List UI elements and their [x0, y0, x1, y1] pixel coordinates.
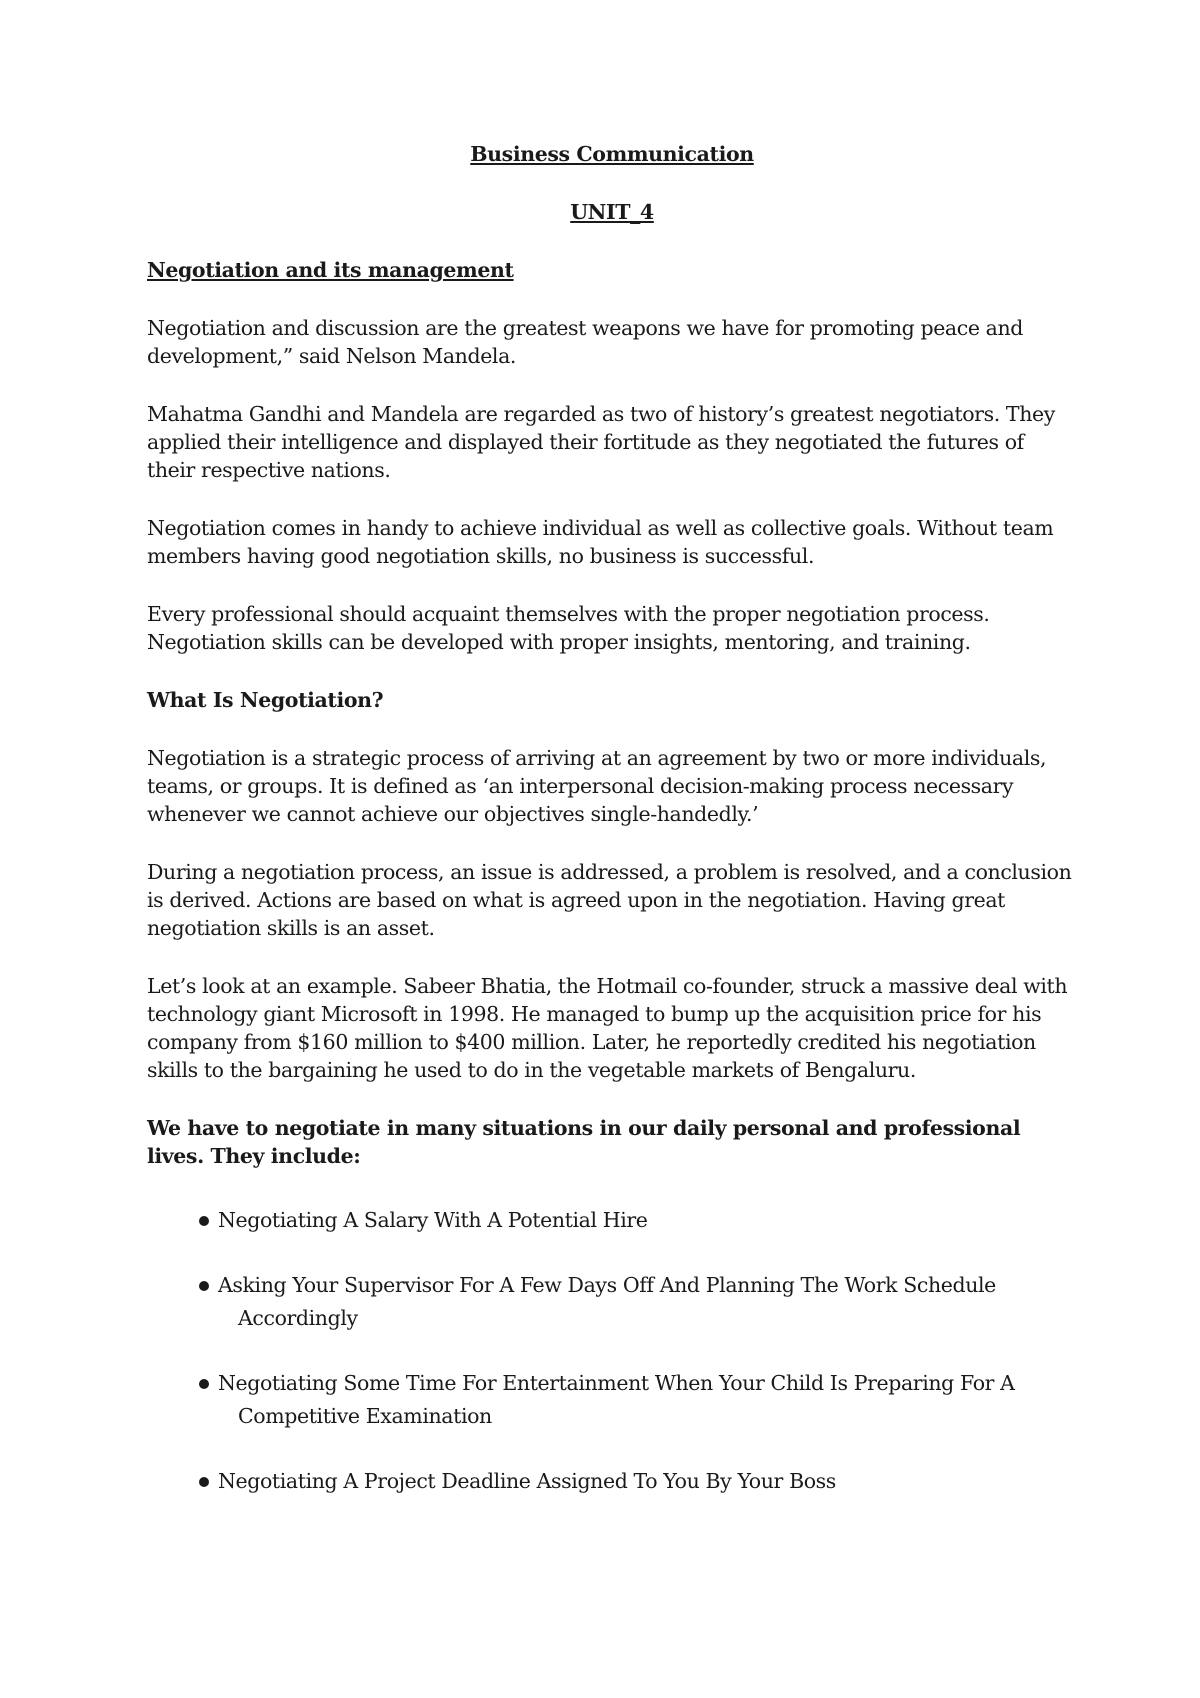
list-item-text: Negotiating Some Time For Entertainment When Your Child Is Preparing For A — [218, 1371, 1015, 1395]
paragraph-definition: Negotiation is a strategic process of arriving at an agreement by two or more individuals, teams, or groups. It is defined as ‘an interpersonal decision-making process necessary whenever we cannot achieve our objectives single-handedly.’ — [147, 746, 1047, 826]
situations-list — [147, 1204, 1077, 1498]
list-item-text: Negotiating A Salary With A Potential Hire — [218, 1208, 648, 1232]
bullet-icon — [199, 1379, 209, 1389]
bullet-icon — [199, 1477, 209, 1487]
list-item — [199, 1367, 1077, 1433]
paragraph-gandhi-mandela: Mahatma Gandhi and Mandela are regarded as two of history’s greatest negotiators. They applied their intelligence and displayed their fortitude as they negotiated the futures of their respective nations. — [147, 402, 1055, 482]
list-item-text: Negotiating A Project Deadline Assigned To You By Your Boss — [218, 1469, 836, 1493]
list-item — [199, 1465, 1077, 1498]
paragraph-process: During a negotiation process, an issue is addressed, a problem is resolved, and a conclusion is derived. Actions are based on what is agreed upon in the negotiation. Having great negotiation skills is an asset. — [147, 860, 1072, 940]
situations-intro: We have to negotiate in many situations in our daily personal and professional lives. They include: — [147, 1116, 1021, 1168]
subheading-what-is-negotiation: What Is Negotiation? — [147, 688, 384, 712]
list-item-text-continuation: Accordingly — [238, 1306, 358, 1330]
list-item-text-continuation: Competitive Examination — [238, 1404, 492, 1428]
bullet-icon — [199, 1281, 209, 1291]
section-heading: Negotiation and its management — [147, 258, 514, 282]
paragraph-professional: Every professional should acquaint themselves with the proper negotiation process. Negotiation skills can be developed with proper insights, mentoring, and training. — [147, 602, 990, 654]
document-title: Business Communication — [470, 142, 754, 166]
list-item — [199, 1204, 1077, 1237]
paragraph-mandela-quote: Negotiation and discussion are the greatest weapons we have for promoting peace and development,” said Nelson Mandela. — [147, 316, 1024, 368]
list-item-text: Asking Your Supervisor For A Few Days Off And Planning The Work Schedule — [218, 1273, 996, 1297]
paragraph-example: Let’s look at an example. Sabeer Bhatia, the Hotmail co-founder, struck a massive deal with technology giant Microsoft in 1998. He managed to bump up the acquisition price for his company from $160 million to $400 million. Later, he reportedly credited his negotiation skills to the bargaining he used to do in the vegetable markets of Bengaluru. — [147, 974, 1068, 1082]
list-item — [199, 1269, 1077, 1335]
document-page — [147, 140, 1077, 1530]
paragraph-goals: Negotiation comes in handy to achieve individual as well as collective goals. Without team members having good negotiation skills, no business is successful. — [147, 516, 1054, 568]
bullet-icon — [199, 1216, 209, 1226]
unit-label: UNIT_4 — [570, 200, 654, 224]
